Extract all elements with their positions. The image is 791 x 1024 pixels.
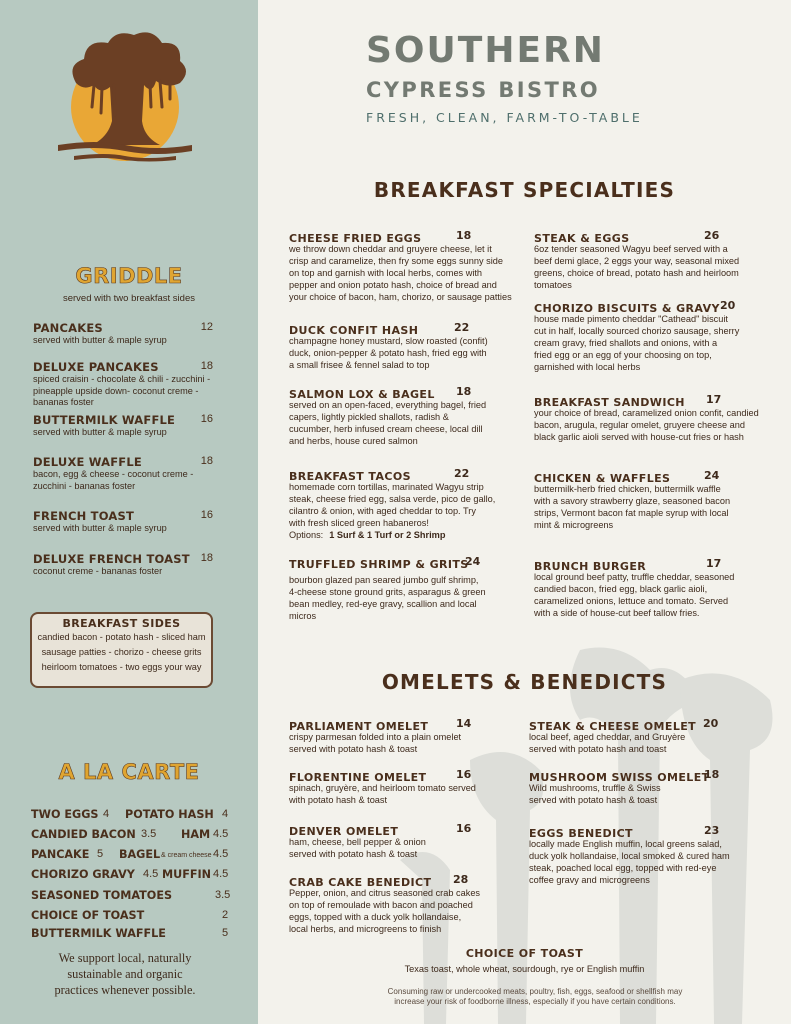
brand-name-line1: SOUTHERN [366, 30, 605, 71]
item-price: 4 [103, 808, 110, 820]
item-desc: candied bacon, fried egg, black garlic aioli, [534, 584, 708, 594]
item-desc: with potato hash & toast [289, 795, 388, 805]
item-desc: bananas foster [33, 397, 94, 407]
item-desc: champagne honey mustard, slow roasted (confit) [289, 336, 488, 346]
item-price: 18 [704, 768, 720, 781]
item-name: EGGS BENEDICT [529, 827, 633, 840]
item-desc: coffee gravy and microgreens [529, 875, 650, 885]
sustainability-note [30, 950, 220, 998]
choice-of-toast-title: CHOICE OF TOAST [465, 947, 584, 960]
item-price: 16 [456, 822, 472, 835]
item-desc: caramelized onions, lettuce and tomato. Served [534, 596, 729, 606]
item-desc: served with potato hash & toast [289, 744, 418, 754]
item-name: MUFFIN [162, 868, 212, 881]
menu-item [289, 321, 519, 371]
item-desc: Wild mushrooms, truffle & Swiss [529, 783, 661, 793]
item-desc: buttermilk-herb fried chicken, buttermilk waffle [534, 484, 721, 494]
item-desc: spinach, gruyère, and heirloom tomato served [289, 783, 476, 793]
menu-item [534, 393, 774, 443]
menu-item [529, 717, 769, 755]
item-desc: cucumber, herb infused cream cheese, local dill [289, 424, 483, 434]
options-label: Options: [289, 530, 324, 540]
item-name: CANDIED BACON [31, 828, 136, 841]
item-price: 24 [465, 555, 481, 568]
item-price: 20 [703, 717, 719, 730]
item-name: BREAKFAST TACOS [289, 470, 411, 483]
item-desc: pineapple upside down- coconut creme - [33, 385, 199, 396]
item-name: DELUXE FRENCH TOAST [33, 552, 190, 566]
menu-item [529, 824, 769, 886]
a-la-carte-row [31, 927, 231, 943]
item-price: 16 [200, 509, 213, 521]
griddle-item [33, 321, 213, 347]
item-name: SEASONED TOMATOES [31, 889, 173, 902]
item-price: 18 [200, 552, 213, 564]
item-desc: bacon, egg & cheese - coconut creme - [33, 469, 194, 479]
item-name: CHOICE OF TOAST [31, 909, 145, 922]
brand-tagline: FRESH, CLEAN, FARM-TO-TABLE [366, 110, 643, 125]
item-desc: and herbs, house cured salmon [289, 436, 418, 446]
item-price: 12 [200, 321, 213, 333]
item-name: CHORIZO GRAVY [31, 868, 135, 881]
item-desc: bourbon glazed pan seared jumbo gulf shrimp, [289, 575, 479, 585]
menu-item [289, 717, 519, 755]
options-value: 1 Surf & 1 Turf or 2 Shrimp [329, 530, 446, 540]
item-price: 17 [706, 557, 722, 570]
item-desc: spiced craisin - chocolate & chili - zucchini - [33, 374, 211, 384]
griddle-title: GRIDDLE [75, 264, 183, 288]
item-price: 2 [222, 909, 229, 921]
item-price: 4 [222, 808, 229, 820]
griddle-item [33, 455, 213, 492]
item-desc: zucchini - bananas foster [33, 480, 136, 491]
item-desc: strips, Vermont bacon fat maple syrup with local [534, 508, 729, 518]
item-price: 20 [720, 299, 736, 312]
item-price: 5 [222, 927, 229, 939]
item-desc: local ground beef patty, truffle cheddar, seasoned [534, 572, 735, 582]
item-price: 4.5 [143, 868, 159, 880]
griddle-item [33, 360, 213, 409]
item-name: BUTTERMILK WAFFLE [31, 927, 166, 940]
item-desc: house made pimento cheddar "Cathead" biscuit [534, 314, 728, 324]
item-desc: beef demi glace, 2 eggs your way, seasonal mixed [534, 256, 740, 266]
item-name: PANCAKE [31, 848, 90, 861]
item-desc: local beef, aged cheddar, and Gruyère [529, 732, 686, 742]
item-price: 14 [456, 717, 472, 730]
item-desc: ham, cheese, bell pepper & onion [289, 837, 426, 847]
item-desc: duck yolk hollandaise, local smoked & cured ham [529, 851, 730, 861]
a-la-carte-row [31, 828, 231, 844]
item-desc: local herbs, and microgreens to finish [289, 924, 442, 934]
sides-line: sausage patties - chorizo - cheese grits [41, 647, 202, 657]
item-desc: your choice of bacon, ham, chorizo, or sausage patties [289, 292, 512, 302]
item-name: CHICKEN & WAFFLES [534, 472, 671, 485]
options-line [289, 529, 519, 541]
menu-item [289, 385, 519, 447]
item-desc: black garlic aioli served with house-cut fries or hash [534, 432, 744, 442]
sides-line: heirloom tomatoes - two eggs your way [41, 662, 202, 672]
item-name: DELUXE WAFFLE [33, 455, 142, 469]
item-desc: steak, cheese fried egg, salsa verde, pico de gallo, [289, 494, 496, 504]
item-desc: cream gravy, fried shallots and onions, with a [534, 338, 718, 348]
item-desc: served with butter & maple syrup [33, 335, 167, 345]
item-price: 18 [456, 229, 472, 242]
omelets-benedicts-title: OMELETS & BENEDICTS [381, 670, 668, 694]
menu-item [529, 768, 769, 806]
a-la-carte-row [31, 909, 231, 925]
item-price: 5 [97, 848, 104, 860]
breakfast-specialties-title: BREAKFAST SPECIALTIES [373, 178, 676, 202]
item-name: PARLIAMENT OMELET [289, 720, 429, 733]
item-name: MUSHROOM SWISS OMELET [529, 771, 710, 784]
item-price: 18 [456, 385, 472, 398]
item-note: & cream cheese [161, 852, 212, 859]
menu-item [534, 229, 774, 291]
item-desc: served with potato hash & toast [289, 849, 418, 859]
item-desc: with a savory strawberry glaze, seasoned bacon [534, 496, 731, 506]
item-desc: served with butter & maple syrup [33, 523, 167, 533]
item-desc: pepper and onion potato hash, choice of bread and [289, 280, 497, 290]
item-price: 22 [454, 321, 470, 334]
choice-of-toast-desc: Texas toast, whole wheat, sourdough, rye or English muffin [404, 964, 645, 974]
item-price: 28 [453, 873, 469, 886]
item-desc: coconut creme - bananas foster [33, 566, 163, 576]
health-disclaimer [365, 987, 705, 1007]
a-la-carte-row [31, 868, 231, 884]
item-desc: 6oz tender seasoned Wagyu beef served with a [534, 244, 728, 254]
a-la-carte-title: A LA CARTE [58, 760, 200, 784]
menu-item [289, 873, 519, 935]
griddle-item [33, 552, 213, 578]
item-desc: with a side of house-cut beef tallow fries. [534, 608, 700, 618]
item-name: FRENCH TOAST [33, 509, 134, 523]
item-desc: served with butter & maple syrup [33, 427, 167, 437]
item-price: 16 [456, 768, 472, 781]
item-name: CHORIZO BISCUITS & GRAVY [534, 302, 720, 315]
item-desc: garnished with local herbs [534, 362, 641, 372]
item-desc: locally made English muffin, local greens salad, [529, 839, 722, 849]
item-name: CRAB CAKE BENEDICT [289, 876, 432, 889]
item-price: 24 [704, 469, 720, 482]
item-name: BAGEL [119, 848, 161, 861]
breakfast-sides-title: BREAKFAST SIDES [62, 617, 181, 630]
item-desc: steak, poached local egg, topped with red-eye [529, 863, 717, 873]
menu-item [289, 555, 519, 622]
item-price: 18 [200, 360, 213, 372]
item-name: TWO EGGS [31, 808, 99, 821]
item-price: 4.5 [213, 828, 229, 840]
item-desc: bacon, arugula, regular omelet, gruyere cheese and [534, 420, 745, 430]
item-name: BRUNCH BURGER [534, 560, 647, 573]
item-desc: cut in half, locally sourced chorizo sausage, sherry [534, 326, 740, 336]
note-line: practices whenever possible. [54, 983, 196, 997]
item-desc: served on an open-faced, everything bagel, fried [289, 400, 487, 410]
griddle-subtitle: served with two breakfast sides [62, 293, 195, 304]
item-desc: tomatoes [534, 280, 572, 290]
item-name: BUTTERMILK WAFFLE [33, 413, 176, 427]
item-name: DELUXE PANCAKES [33, 360, 159, 374]
item-desc: your choice of bread, caramelized onion confit, candied [534, 408, 759, 418]
cypress-tree-logo [56, 25, 194, 165]
note-line: sustainable and organic [67, 967, 183, 981]
item-name: DUCK CONFIT HASH [289, 324, 419, 337]
item-price: 22 [454, 467, 470, 480]
item-desc: micros [289, 611, 317, 621]
item-name: FLORENTINE OMELET [289, 771, 427, 784]
sidebar [0, 0, 258, 1024]
a-la-carte-row [31, 848, 231, 864]
a-la-carte-row [31, 808, 231, 824]
item-name: DENVER OMELET [289, 825, 399, 838]
menu-item [289, 229, 519, 303]
breakfast-sides-box [30, 612, 213, 688]
menu-item [289, 822, 519, 860]
item-desc: Pepper, onion, and citrus seasoned crab cakes [289, 888, 481, 898]
disclaimer-line: increase your risk of foodborne illness, especially if you have certain conditions. [394, 997, 676, 1006]
item-price: 23 [704, 824, 720, 837]
item-desc: served with potato hash & toast [529, 795, 658, 805]
item-desc: a small frisee & fennel salad to top [289, 360, 430, 370]
item-price: 4.5 [213, 868, 229, 880]
item-desc: on top of remoulade with bacon and poached [289, 900, 473, 910]
menu-item [534, 469, 774, 531]
item-name: STEAK & CHEESE OMELET [529, 720, 697, 733]
item-desc: homemade corn tortillas, marinated Wagyu strip [289, 482, 484, 492]
item-desc: crisp and caramelize, then fry some eggs sunny side [289, 256, 503, 266]
item-price: 17 [706, 393, 722, 406]
item-desc: duck, onion-pepper & potato hash, fried egg with [289, 348, 487, 358]
item-name: STEAK & EGGS [534, 232, 630, 245]
item-desc: fried egg or an egg of your choosing on top, [534, 350, 712, 360]
item-price: 4.5 [213, 848, 229, 860]
item-desc: on top and garnish with local herbs, comes with [289, 268, 483, 278]
item-desc: we throw down cheddar and gruyere cheese, let it [289, 244, 492, 254]
item-desc: mint & microgreens [534, 520, 614, 530]
brand-name-line2: CYPRESS BISTRO [366, 78, 601, 102]
item-name: HAM [181, 828, 211, 841]
item-desc: bean medley, red-eye gravy, scallion and local [289, 599, 477, 609]
item-price: 16 [200, 413, 213, 425]
item-desc: served with potato hash and toast [529, 744, 667, 754]
item-price: 18 [200, 455, 213, 467]
item-desc: greens, choice of bread, potato hash and heirloom [534, 268, 739, 278]
menu-item [289, 768, 519, 806]
item-name: POTATO HASH [125, 808, 214, 821]
menu-item [534, 557, 774, 619]
menu-item [534, 299, 774, 373]
note-line: We support local, naturally [58, 951, 192, 965]
item-name: CHEESE FRIED EGGS [289, 232, 422, 245]
item-desc: capers, lightly pickled shallots, radish & [289, 412, 449, 422]
item-price: 26 [704, 229, 720, 242]
item-name: PANCAKES [33, 321, 103, 335]
item-name: TRUFFLED SHRIMP & GRITS [289, 558, 469, 571]
item-price: 3.5 [141, 828, 157, 840]
a-la-carte-row [31, 889, 231, 905]
item-desc: crispy parmesan folded into a plain omelet [289, 732, 462, 742]
griddle-item [33, 413, 213, 439]
item-desc: eggs, topped with a duck yolk hollandaise, [289, 912, 462, 922]
item-name: BREAKFAST SANDWICH [534, 396, 685, 409]
sides-line: candied bacon - potato hash - sliced ham [37, 632, 206, 642]
item-desc: with fresh sliced green habaneros! [289, 518, 429, 528]
item-price: 3.5 [215, 889, 231, 901]
menu-item [289, 467, 519, 541]
item-name: SALMON LOX & BAGEL [289, 388, 435, 401]
griddle-item [33, 509, 213, 535]
disclaimer-line: Consuming raw or undercooked meats, poultry, fish, eggs, seafood or shellfish may [387, 987, 683, 996]
item-desc: cilantro & onion, with aged cheddar to top. Try [289, 506, 476, 516]
item-desc: 4-cheese stone ground grits, asparagus & green [289, 587, 486, 597]
